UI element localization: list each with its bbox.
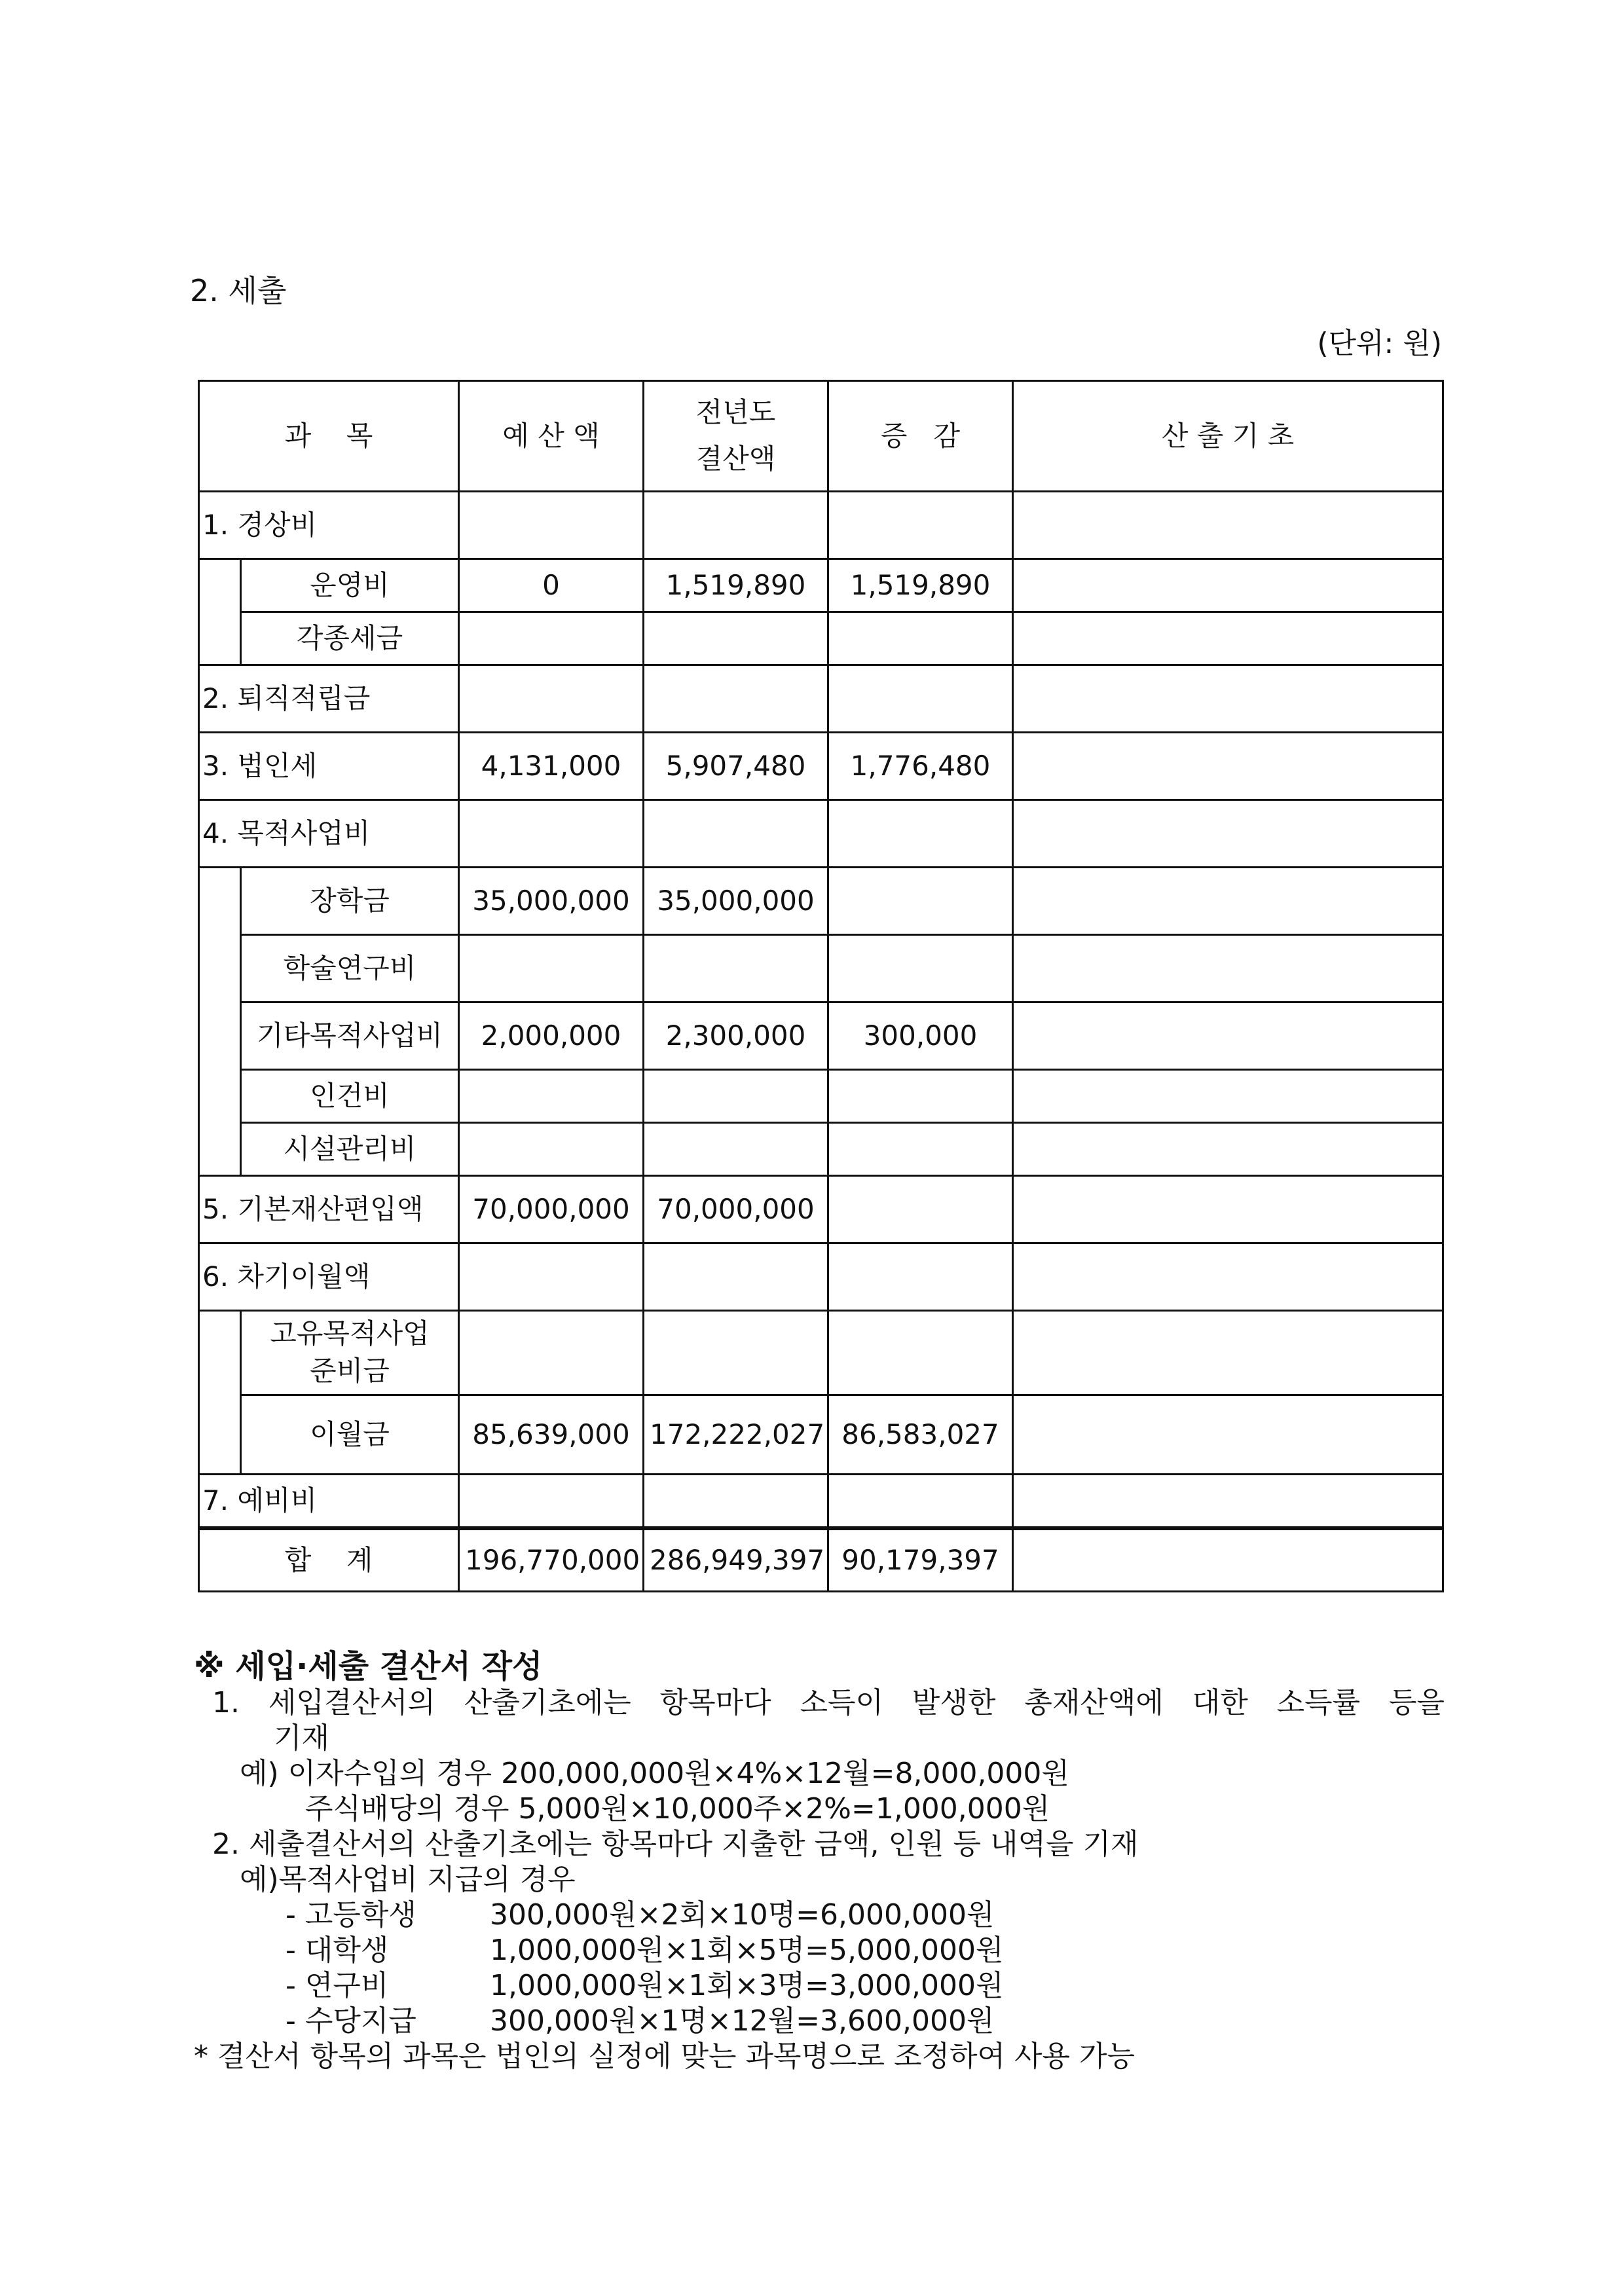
table-row	[199, 935, 1443, 1002]
table-row	[199, 1243, 1443, 1311]
cell-budget	[459, 1475, 644, 1529]
cell-basis	[1013, 733, 1443, 800]
cell-basis	[1013, 559, 1443, 612]
cell-basis	[1013, 1002, 1443, 1070]
header-prev-line2: 결산액	[695, 443, 776, 475]
notes-heading: ※ 세입·세출 결산서 작성	[194, 1648, 543, 1685]
row-label: 기타목적사업비	[241, 1002, 459, 1070]
header-budget: 예 산 액	[459, 381, 644, 492]
cell-prev: 70,000,000	[644, 1176, 828, 1243]
cell-prev	[644, 492, 828, 559]
cell-change: 1,776,480	[828, 733, 1013, 800]
cell-change	[828, 1475, 1013, 1529]
total-basis	[1013, 1528, 1443, 1592]
header-basis: 산 출 기 초	[1013, 381, 1443, 492]
note-item-1: 1. 세입결산서의 산출기초에는 항목마다 소득이 발생한 총재산액에 대한 소득률 등을	[212, 1686, 1445, 1719]
sub-label: - 고등학생	[286, 1898, 416, 1932]
cell-budget	[459, 665, 644, 733]
notes-section	[194, 1649, 1445, 2074]
row-label: 2. 퇴직적립금	[199, 665, 459, 733]
cell-basis	[1013, 935, 1443, 1002]
cell-prev	[644, 935, 828, 1002]
sub-label: - 수당지급	[286, 2004, 416, 2038]
row-label: 이월금	[241, 1395, 459, 1475]
indent-stub	[199, 559, 241, 665]
cell-basis	[1013, 800, 1443, 868]
row-label: 인건비	[241, 1070, 459, 1123]
list-item	[194, 1968, 1445, 2004]
sub-calc: 300,000원×2회×10명=6,000,000원	[490, 1898, 995, 1932]
cell-budget	[459, 800, 644, 868]
cell-basis	[1013, 612, 1443, 665]
cell-change	[828, 665, 1013, 733]
cell-change	[828, 1070, 1013, 1123]
cell-prev	[644, 612, 828, 665]
cell-prev: 172,222,027	[644, 1395, 828, 1475]
note-item-2: 2. 세출결산서의 산출기초에는 항목마다 지출한 금액, 인원 등 내역을 기재	[212, 1827, 1139, 1861]
cell-prev	[644, 665, 828, 733]
header-prev-line1: 전년도	[695, 396, 776, 429]
cell-prev: 5,907,480	[644, 733, 828, 800]
header-change: 증 감	[828, 381, 1013, 492]
row-label: 3. 법인세	[199, 733, 459, 800]
cell-prev	[644, 1311, 828, 1395]
total-row	[199, 1528, 1443, 1592]
cell-basis	[1013, 492, 1443, 559]
table-row	[199, 492, 1443, 559]
note-example-1: 예) 이자수입의 경우 200,000,000원×4%×12월=8,000,000원	[240, 1757, 1069, 1790]
sub-label: - 대학생	[286, 1934, 389, 1967]
cell-basis	[1013, 1395, 1443, 1475]
table-row	[199, 1475, 1443, 1529]
cell-change	[828, 492, 1013, 559]
note-item-1-cont: 기재	[274, 1721, 330, 1755]
row-label: 7. 예비비	[199, 1475, 459, 1529]
cell-basis	[1013, 1311, 1443, 1395]
cell-budget	[459, 935, 644, 1002]
row-label: 1. 경상비	[199, 492, 459, 559]
list-item	[194, 1933, 1445, 1968]
sub-calc: 300,000원×1명×12월=3,600,000원	[490, 2004, 995, 2038]
cell-change	[828, 612, 1013, 665]
cell-budget	[459, 492, 644, 559]
header-prev-year	[644, 381, 828, 492]
cell-prev	[644, 1123, 828, 1176]
table-row	[199, 868, 1443, 935]
table-row	[199, 800, 1443, 868]
row-label: 4. 목적사업비	[199, 800, 459, 868]
cell-change	[828, 800, 1013, 868]
table-row	[199, 1002, 1443, 1070]
cell-change	[828, 1311, 1013, 1395]
cell-prev: 35,000,000	[644, 868, 828, 935]
total-prev: 286,949,397	[644, 1528, 828, 1592]
cell-change: 1,519,890	[828, 559, 1013, 612]
cell-change	[828, 868, 1013, 935]
total-label: 합 계	[199, 1528, 459, 1592]
note-example-3: 예)목적사업비 지급의 경우	[240, 1863, 576, 1896]
cell-prev	[644, 1243, 828, 1311]
cell-change	[828, 1123, 1013, 1176]
row-label-line1: 고유목적사업	[270, 1317, 430, 1350]
cell-budget	[459, 1070, 644, 1123]
note-example-2: 주식배당의 경우 5,000원×10,000주×2%=1,000,000원	[305, 1792, 1050, 1826]
cell-budget: 85,639,000	[459, 1395, 644, 1475]
list-item	[194, 1898, 1445, 1933]
cell-basis	[1013, 1123, 1443, 1176]
cell-prev: 2,300,000	[644, 1002, 828, 1070]
header-subject: 과 목	[199, 381, 459, 492]
row-label-line2: 준비금	[310, 1355, 390, 1387]
row-label: 장학금	[241, 868, 459, 935]
cell-budget	[459, 612, 644, 665]
row-label: 각종세금	[241, 612, 459, 665]
cell-prev	[644, 1070, 828, 1123]
cell-change	[828, 1176, 1013, 1243]
cell-budget: 4,131,000	[459, 733, 644, 800]
row-label: 운영비	[241, 559, 459, 612]
cell-budget	[459, 1311, 644, 1395]
row-label: 시설관리비	[241, 1123, 459, 1176]
sub-label: - 연구비	[286, 1969, 389, 2002]
cell-basis	[1013, 665, 1443, 733]
cell-prev	[644, 800, 828, 868]
table-row	[199, 733, 1443, 800]
sub-calc: 1,000,000원×1회×3명=3,000,000원	[490, 1969, 1004, 2002]
notes-footer: * 결산서 항목의 과목은 법인의 실정에 맞는 과목명으로 조정하여 사용 가능	[194, 2040, 1135, 2073]
table-row	[199, 1123, 1443, 1176]
cell-prev: 1,519,890	[644, 559, 828, 612]
row-label: 5. 기본재산편입액	[199, 1176, 459, 1243]
cell-budget: 70,000,000	[459, 1176, 644, 1243]
cell-change	[828, 935, 1013, 1002]
row-label	[241, 1311, 459, 1395]
table-row	[199, 1311, 1443, 1395]
cell-basis	[1013, 1475, 1443, 1529]
table-row	[199, 1070, 1443, 1123]
cell-budget	[459, 1243, 644, 1311]
cell-change: 86,583,027	[828, 1395, 1013, 1475]
header-row	[199, 381, 1443, 492]
row-label: 학술연구비	[241, 935, 459, 1002]
cell-basis	[1013, 1243, 1443, 1311]
table-row	[199, 665, 1443, 733]
table-row	[199, 1395, 1443, 1475]
cell-budget: 35,000,000	[459, 868, 644, 935]
total-budget: 196,770,000	[459, 1528, 644, 1592]
list-item	[194, 2004, 1445, 2039]
table-row	[199, 612, 1443, 665]
section-title: 2. 세출	[190, 273, 287, 308]
cell-prev	[644, 1475, 828, 1529]
indent-stub	[199, 868, 241, 1176]
cell-budget: 0	[459, 559, 644, 612]
sub-calc: 1,000,000원×1회×5명=5,000,000원	[490, 1934, 1004, 1967]
table-row	[199, 1176, 1443, 1243]
cell-basis	[1013, 868, 1443, 935]
cell-basis	[1013, 1070, 1443, 1123]
cell-change: 300,000	[828, 1002, 1013, 1070]
expenditure-table	[198, 380, 1444, 1592]
indent-stub	[199, 1311, 241, 1475]
table-row	[199, 559, 1443, 612]
cell-budget: 2,000,000	[459, 1002, 644, 1070]
row-label: 6. 차기이월액	[199, 1243, 459, 1311]
unit-label: (단위: 원)	[1317, 327, 1442, 360]
cell-change	[828, 1243, 1013, 1311]
cell-basis	[1013, 1176, 1443, 1243]
total-change: 90,179,397	[828, 1528, 1013, 1592]
cell-budget	[459, 1123, 644, 1176]
